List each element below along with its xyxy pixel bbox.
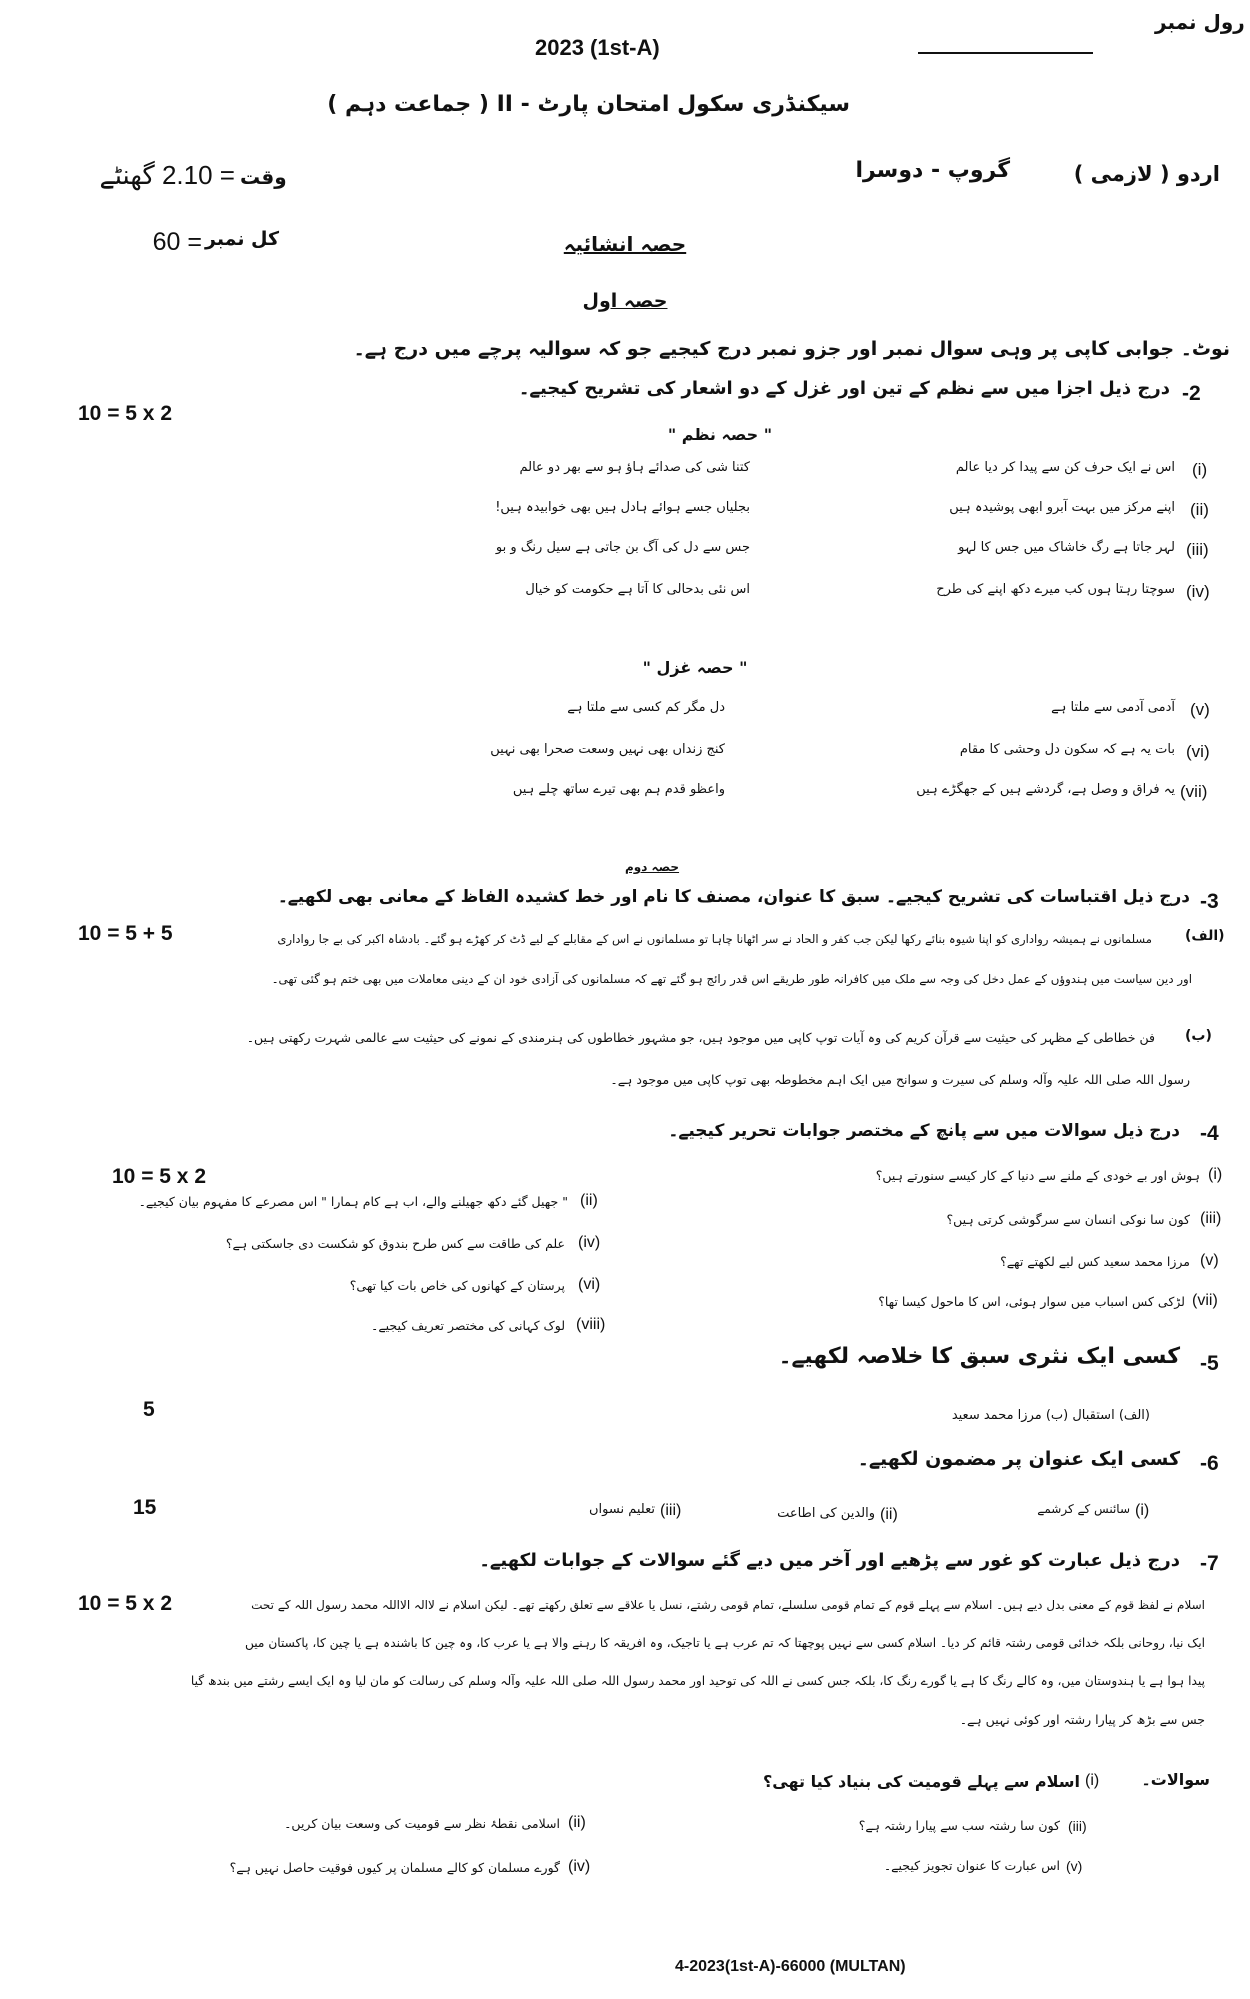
q4-text: درج ذیل سوالات میں سے پانچ کے مختصر جوابات تحریر کیجیے۔ xyxy=(668,1121,1180,1141)
q4-item-text: پرستان کے کھانوں کی خاص بات کیا تھی؟ xyxy=(349,1278,565,1293)
q2-marks: 10 = 5 x 2 xyxy=(78,402,172,425)
verse-misra-2: جس سے دل کی آگ بن جاتی ہے سیل رنگ و بو xyxy=(495,540,750,555)
footer-code: 4-2023(1st-A)-66000 (MULTAN) xyxy=(675,1958,906,1975)
q5-text: کسی ایک نثری سبق کا خلاصہ لکھیے۔ xyxy=(778,1344,1180,1369)
q6-number: -6 xyxy=(1200,1452,1219,1475)
verse-label: (iii) xyxy=(1186,540,1209,559)
total-marks-value: = 60 xyxy=(152,228,202,256)
q4-item-label: (vi) xyxy=(578,1276,601,1293)
q3-be-line-2: رسول اللہ صلی اللہ علیہ وآلہ وسلم کی سیرت و سوانح میں ایک اہم مخطوطہ بھی توپ کاپی میں موجود ہے۔ xyxy=(610,1072,1190,1087)
q6-option-text: والدین کی اطاعت xyxy=(777,1506,875,1521)
verse-label: (vi) xyxy=(1186,742,1210,761)
q7-marks: 10 = 5 x 2 xyxy=(78,1592,172,1615)
q6-option-text: سائنس کے کرشمے xyxy=(1037,1502,1130,1516)
verse-misra-2: کنج زنداں بھی نہیں وسعت صحرا بھی نہیں xyxy=(490,742,725,757)
q6-option-label: (i) xyxy=(1135,1502,1150,1519)
q2-number: -2 xyxy=(1182,382,1201,405)
group-name: گروپ - دوسرا xyxy=(855,158,1010,183)
verse-misra-1: یہ فراق و وصل ہے، گردشے ہیں کے جھگڑے ہیں xyxy=(916,782,1175,797)
question-text: اسلام سے پہلے قومیت کی بنیاد کیا تھی؟ xyxy=(762,1772,1080,1791)
q5-options: (الف) استقبال (ب) مرزا محمد سعید xyxy=(951,1408,1150,1423)
q4-item-text: مرزا محمد سعید کس لیے لکھتے تھے؟ xyxy=(1000,1254,1190,1269)
q4-item-label: (ii) xyxy=(580,1192,598,1209)
q4-item-label: (v) xyxy=(1200,1252,1219,1269)
q4-item-label: (i) xyxy=(1208,1166,1223,1183)
time-value: = 2.10 گھنٹے xyxy=(99,160,235,190)
passage-line: پیدا ہوا ہے یا ہندوستان میں، وہ کالے رنگ کا ہے یا گورے رنگ کا، بلکہ جس کسی نے اللہ کی توحید اور محمد رسول اللہ صلی اللہ علیہ وآلہ وسلم کی رسالت کو مان لیا وہ ایک ایسے رشتے میں بندھ گیا xyxy=(190,1674,1205,1688)
q4-item-label: (vii) xyxy=(1192,1292,1218,1309)
instruction-note: نوٹ۔ جوابی کاپی پر وہی سوال نمبر اور جزو نمبر درج کیجیے جو کہ سوالیہ پرچے میں درج ہے۔ xyxy=(353,338,1230,360)
verse-misra-1: آدمی آدمی سے ملتا ہے xyxy=(1051,700,1175,715)
q6-marks: 15 xyxy=(133,1496,157,1519)
part-heading: حصہ اول xyxy=(582,290,668,312)
q3-marks: 10 = 5 + 5 xyxy=(78,922,173,945)
verse-misra-1: اس نے ایک حرف کن سے پیدا کر دیا عالم xyxy=(955,460,1175,475)
q3-be-label: (ب) xyxy=(1185,1028,1212,1044)
verse-label: (vii) xyxy=(1180,782,1208,801)
q4-item-text: " جھیل گئے دکھ جھیلنے والے، اب ہے کام ہمارا " اس مصرعے کا مفہوم بیان کیجیے۔ xyxy=(138,1194,568,1209)
year-code: 2023 (1st-A) xyxy=(535,35,660,60)
passage-line: ایک نیا، روحانی بلکہ خدائی قومی رشتہ قائم کر دیا۔ اسلام کسی سے نہیں پوچھتا کہ تم عرب ہے یا تاجیک، وہ افریقہ کا رہنے والا ہے یا عرب کا، وہ چین کا باشندہ ہے یا چین کا، پاکستان میں xyxy=(244,1636,1205,1650)
question-text: اسلامی نقطۂ نظر سے قومیت کی وسعت بیان کریں۔ xyxy=(284,1816,560,1831)
q6-option-label: (ii) xyxy=(880,1506,898,1523)
roll-number-label: رول نمبر xyxy=(1155,10,1245,34)
verse-label: (i) xyxy=(1192,460,1208,479)
question-label: (v) xyxy=(1066,1858,1083,1874)
question-label: (iii) xyxy=(1068,1818,1087,1834)
section-heading: حصہ انشائیہ xyxy=(563,232,687,256)
nazm-title: " حصہ نظم " xyxy=(667,425,773,444)
part-two-heading: حصہ دوم xyxy=(624,860,680,874)
verse-misra-1: بات یہ ہے کہ سکون دل وحشی کا مقام xyxy=(959,742,1175,757)
question-text: کون سا رشتہ سب سے پیارا رشتہ ہے؟ xyxy=(858,1818,1060,1833)
q4-number: -4 xyxy=(1200,1122,1219,1145)
q7-text: درج ذیل عبارت کو غور سے پڑھیے اور آخر میں دیے گئے سوالات کے جوابات لکھیے۔ xyxy=(479,1550,1180,1571)
verse-label: (iv) xyxy=(1186,582,1210,601)
passage-line: جس سے بڑھ کر پیارا رشتہ اور کوئی نہیں ہے۔ xyxy=(959,1712,1205,1727)
verse-misra-2: اس نئی بدحالی کا آتا ہے حکومت کو خیال xyxy=(525,582,750,597)
question-text: گورے مسلمان کو کالے مسلمان پر کیوں فوقیت حاصل نہیں ہے؟ xyxy=(229,1860,560,1875)
verse-misra-2: کتنا شی کی صدائے ہاؤ ہو سے بھر دو عالم xyxy=(519,460,750,475)
q2-text: درج ذیل اجزا میں سے نظم کے تین اور غزل کے دو اشعار کی تشریح کیجیے۔ xyxy=(518,378,1170,399)
question-label: (ii) xyxy=(568,1814,586,1831)
q4-item-text: لوک کہانی کی مختصر تعریف کیجیے۔ xyxy=(371,1318,565,1333)
q4-item-text: علم کی طاقت سے کس طرح بندوق کو شکست دی جاسکتی ہے؟ xyxy=(225,1236,565,1251)
q3-alif-line-1: مسلمانوں نے ہمیشہ رواداری کو اپنا شیوہ بنائے رکھا لیکن جب کفر و الحاد نے سر اٹھانا چاہا تو مسلمانوں نے اس کے مقابلے کے لیے ڈٹ کر کھڑے ہو گئے۔ بادشاہ اکبر کی بے جا رواداری xyxy=(277,932,1152,946)
verse-label: (v) xyxy=(1190,700,1210,719)
verse-label: (ii) xyxy=(1190,500,1209,519)
q4-item-text: کون سا نوکی انسان سے سرگوشی کرتی ہیں؟ xyxy=(946,1212,1190,1227)
verse-misra-2: واعظو قدم ہم بھی تیرے ساتھ چلے ہیں xyxy=(512,782,725,797)
q5-marks: 5 xyxy=(143,1398,155,1421)
q6-text: کسی ایک عنوان پر مضمون لکھیے۔ xyxy=(857,1448,1180,1470)
verse-misra-2: دل مگر کم کسی سے ملتا ہے xyxy=(567,700,725,715)
q3-alif-line-2: اور دین سیاست میں ہندوؤں کے عمل دخل کی وجہ سے ملک میں کافرانہ طور طریقے اس قدر رائج ہو گئے تھے کہ مسلمانوں کی آزادی خود ان کے دینی معاملات میں بھی ختم ہو گئی تھی۔ xyxy=(271,972,1192,986)
q4-item-label: (iii) xyxy=(1200,1210,1222,1227)
q7-number: -7 xyxy=(1200,1552,1219,1575)
q3-alif-label: (الف) xyxy=(1185,928,1225,944)
question-label: (i) xyxy=(1085,1772,1100,1789)
passage-line: اسلام نے لفظ قوم کے معنی بدل دیے ہیں۔ اسلام سے پہلے قوم کے تمام قومی سلسلے، تمام قومی رشتے، نسل یا علاقے سے تعلق رکھتے تھے۔ لیکن اسلام نے لاالہ الااللہ محمد رسول اللہ کے تحت xyxy=(251,1598,1205,1612)
q6-option-label: (iii) xyxy=(660,1502,682,1519)
question-label: (iv) xyxy=(568,1858,591,1875)
question-text: اس عبارت کا عنوان تجویز کیجیے۔ xyxy=(883,1858,1060,1873)
q6-option-text: تعلیم نسواں xyxy=(589,1502,655,1517)
time-label: وقت xyxy=(240,165,287,189)
q3-number: -3 xyxy=(1200,890,1219,913)
ghazal-title: " حصہ غزل " xyxy=(642,658,748,677)
q3-text: درج ذیل اقتباسات کی تشریح کیجیے۔ سبق کا عنوان، مصنف کا نام اور خط کشیدہ الفاظ کے معانی بھی لکھیے۔ xyxy=(277,887,1190,907)
q4-marks: 10 = 5 x 2 xyxy=(112,1165,206,1188)
verse-misra-1: اپنے مرکز میں بہت آبرو ابھی پوشیدہ ہیں xyxy=(949,500,1175,515)
roll-number-line xyxy=(918,52,1093,54)
q4-item-label: (iv) xyxy=(578,1234,601,1251)
q4-item-label: (viii) xyxy=(576,1316,606,1333)
verse-misra-2: بجلیاں جسے ہوائے ہادل ہیں بھی خوابیدہ ہیں! xyxy=(495,500,750,515)
q4-item-text: لڑکی کس اسباب میں سوار ہوئی، اس کا ماحول کیسا تھا؟ xyxy=(878,1294,1185,1309)
total-marks-label: کل نمبر xyxy=(205,228,280,250)
subject-name: اردو ( لازمی ) xyxy=(1073,162,1220,186)
q3-be-line-1: فن خطاطی کے مظہر کی حیثیت سے قرآن کریم کی وہ آیات توپ کاپی میں موجود ہیں، جو مشہور خطاطوں کی ہنرمندی کے نمونے کی حیثیت سے عالمی شہرت رکھتی ہیں۔ xyxy=(246,1030,1155,1045)
questions-label: سوالات۔ xyxy=(1141,1770,1210,1789)
verse-misra-1: سوچتا رہتا ہوں کب میرے دکھ اپنے کی طرح xyxy=(936,582,1175,597)
q5-number: -5 xyxy=(1200,1352,1219,1375)
q4-item-text: ہوش اور بے خودی کے ملنے سے دنیا کے کار کیسے سنورتے ہیں؟ xyxy=(875,1168,1200,1183)
exam-title: سیکنڈری سکول امتحان پارٹ - II ( جماعت دہم ) xyxy=(327,92,850,117)
verse-misra-1: لہر جاتا ہے رگ خاشاک میں جس کا لہو xyxy=(958,540,1175,555)
